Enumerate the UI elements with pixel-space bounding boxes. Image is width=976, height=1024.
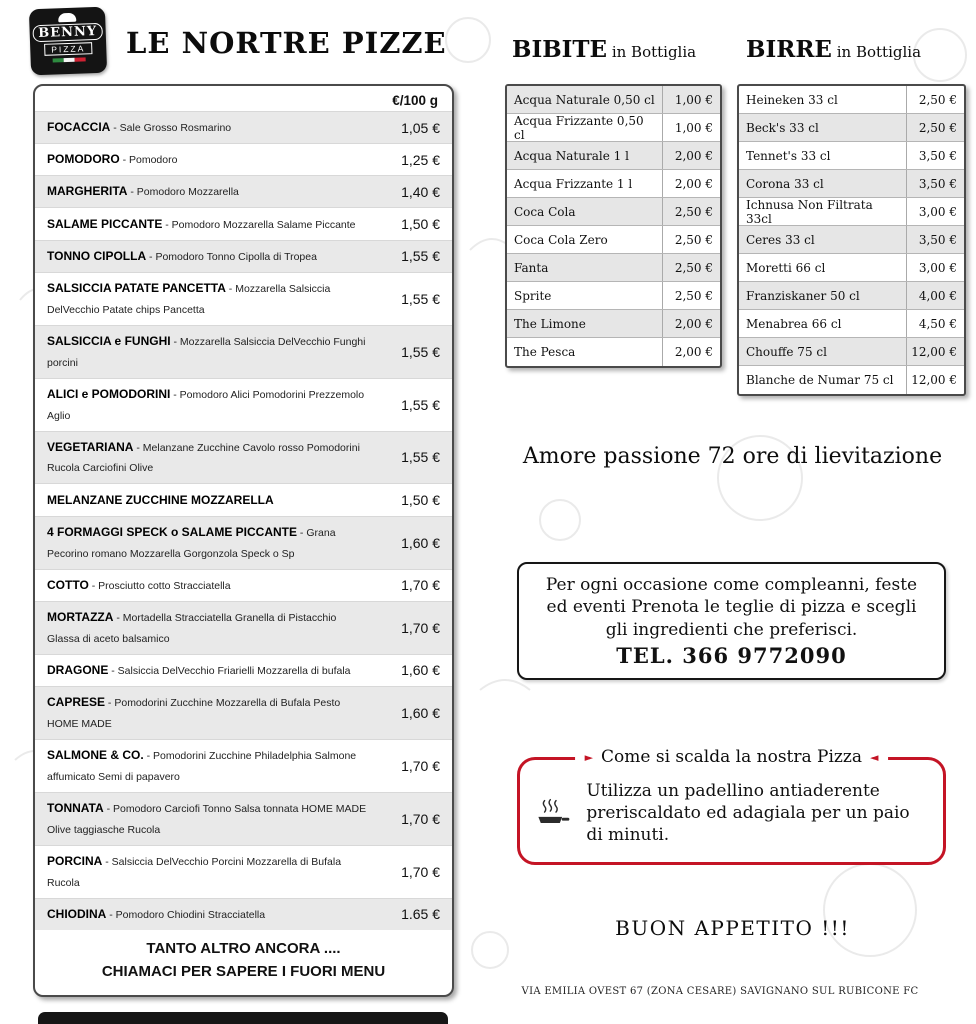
pizza-row: [35, 111, 452, 143]
drink-name: Coca Cola: [514, 204, 576, 219]
bibite-table: [505, 84, 722, 368]
drink-row: [739, 114, 964, 142]
pizza-name-desc: [47, 214, 376, 235]
benny-pizza-logo: [29, 7, 107, 76]
pizza-list: [35, 111, 452, 930]
pizza-name-desc: [47, 607, 376, 649]
pizza-price: 1,70 €: [401, 619, 440, 636]
pizza-desc: - Mozzarella Salsiccia DelVecchio Patate chips Pancetta: [47, 282, 331, 316]
pizza-price: 1,60 €: [401, 704, 440, 721]
pizza-row: [35, 143, 452, 175]
pizza-desc: - Mozzarella Salsiccia DelVecchio Funghi porcini: [47, 335, 366, 369]
next-page-edge-bar: [38, 1012, 448, 1024]
pizza-price: 1,70 €: [401, 863, 440, 880]
drink-row: [507, 170, 720, 198]
pizza-name-desc: [47, 745, 376, 787]
pizza-desc: - Pomodoro Carciofi Tonno Salsa tonnata HOME MADE Olive taggiasche Rucola: [47, 802, 367, 836]
pizza-price: 1,70 €: [401, 810, 440, 827]
pizza-desc: - Pomodoro Chiodini Stracciatella: [106, 908, 266, 921]
drink-price: 3,00 €: [906, 198, 964, 225]
pizza-row: [35, 175, 452, 207]
drink-name: The Limone: [514, 316, 586, 331]
bibite-title: BIBITE: [512, 36, 608, 63]
drink-name: Chouffe 75 cl: [746, 344, 827, 359]
drink-price: 3,50 €: [906, 142, 964, 169]
pizza-name-desc: [47, 437, 376, 479]
pizza-name-desc: [47, 149, 376, 170]
pizza-name-desc: [47, 181, 376, 202]
drink-row: [739, 86, 964, 114]
pizza-name-desc: [47, 851, 376, 893]
pizza-desc: - Pomodoro Mozzarella: [127, 186, 239, 199]
pizza-name-desc: [47, 117, 376, 138]
drink-name: Tennet's 33 cl: [746, 148, 831, 163]
pizza-desc: - Pomodoro Tonno Cipolla di Tropea: [146, 250, 317, 263]
pizza-row: [35, 792, 452, 845]
tagline: Amore passione 72 ore di lievitazione: [522, 444, 943, 469]
drink-row: [507, 86, 720, 114]
drink-name: Acqua Naturale 1 l: [514, 148, 629, 163]
drink-price: 2,50 €: [906, 114, 964, 141]
bibite-subtitle: in Bottiglia: [607, 43, 697, 61]
drink-name: Menabrea 66 cl: [746, 316, 842, 331]
arrow-right-icon: ►: [584, 750, 594, 764]
drink-price: 4,00 €: [906, 282, 964, 309]
pizza-row: [35, 325, 452, 378]
drink-price: 1,00 €: [662, 114, 720, 141]
pizza-row: [35, 431, 452, 484]
pizza-price: 1,55 €: [401, 290, 440, 307]
page-title: LE NORTRE PIZZE: [126, 26, 447, 60]
heat-instructions-box: [517, 747, 946, 865]
pizza-name-desc: [47, 384, 376, 426]
pizza-name-desc: [47, 522, 376, 564]
italian-flag-icon: [52, 57, 85, 62]
pizza-name-desc: [47, 660, 376, 681]
birre-heading: [746, 36, 921, 63]
pizza-price: 1,40 €: [401, 183, 440, 200]
pizza-price: 1,60 €: [401, 662, 440, 679]
address-text: VIA EMILIA OVEST 67 (ZONA CESARE) SAVIGNANO SUL RUBICONE FC: [521, 986, 919, 997]
drink-price: 2,00 €: [662, 310, 720, 337]
pizza-desc: - Pomodoro Mozzarella Salame Piccante: [162, 218, 356, 231]
drink-name: Acqua Frizzante 1 l: [514, 176, 633, 191]
pizza-name: SALSICCIA PATATE PANCETTA: [47, 280, 226, 295]
pizza-price: 1.65 €: [401, 906, 440, 923]
pizza-row: [35, 654, 452, 686]
pizza-desc: - Grana Pecorino romano Mozzarella Gorgonzola Speck o Sp: [47, 526, 336, 560]
drink-price: 2,00 €: [662, 338, 720, 366]
pizza-price: 1,25 €: [401, 151, 440, 168]
drink-name: Fanta: [514, 260, 549, 275]
drink-row: [739, 366, 964, 394]
drink-row: [739, 254, 964, 282]
pizza-row: [35, 378, 452, 431]
pizza-desc: - Pomodoro: [119, 154, 178, 167]
drink-row: [739, 198, 964, 226]
arrow-left-icon: ◄: [869, 750, 879, 764]
pizza-name-desc: [47, 575, 376, 596]
pizza-price: 1,50 €: [401, 215, 440, 232]
pizza-desc: - Melanzane Zucchine Cavolo rosso Pomodorini Rucola Carciofini Olive: [47, 441, 360, 475]
drink-row: [507, 282, 720, 310]
pizza-name: SALSICCIA e FUNGHI: [47, 333, 171, 348]
promo-box: [517, 562, 946, 680]
drink-price: 12,00 €: [906, 338, 964, 365]
drink-row: [739, 310, 964, 338]
pizza-price: 1,60 €: [401, 534, 440, 551]
bibite-heading: [512, 36, 696, 63]
drink-row: [739, 142, 964, 170]
pizza-name: SALMONE & CO.: [47, 747, 144, 762]
pizza-name-desc: [47, 278, 376, 320]
birre-title: BIRRE: [746, 36, 832, 63]
pizza-price: 1,55 €: [401, 449, 440, 466]
pizza-menu-card: [33, 84, 454, 997]
pizza-desc: - Prosciutto cotto Stracciatella: [88, 579, 231, 592]
footer-line-2: CHIAMACI PER SAPERE I FUORI MENU: [101, 962, 386, 980]
drink-row: [507, 310, 720, 338]
birre-subtitle: in Bottiglia: [831, 43, 922, 61]
pizza-price: 1,55 €: [401, 396, 440, 413]
price-unit-header: €/100 g: [392, 93, 438, 108]
drink-row: [739, 226, 964, 254]
drink-price: 3,50 €: [906, 226, 964, 253]
footer-line-1: TANTO ALTRO ANCORA ....: [146, 939, 341, 957]
pizza-name: SALAME PICCANTE: [47, 216, 163, 231]
pizza-name-desc: [47, 331, 376, 373]
drink-name: Heineken 33 cl: [746, 92, 838, 107]
pizza-row: [35, 686, 452, 739]
pizza-price: 1,50 €: [401, 492, 440, 509]
logo-brand-text: BENNY: [32, 23, 104, 42]
frying-pan-steam-icon: [536, 783, 570, 843]
drink-price: 3,50 €: [906, 170, 964, 197]
pizza-desc: - Pomodoro Alici Pomodorini Prezzemolo Aglio: [47, 388, 365, 422]
drink-row: [507, 338, 720, 366]
promo-phone: TEL. 366 9772090: [616, 643, 847, 669]
drink-price: 2,50 €: [662, 198, 720, 225]
drink-name: Acqua Frizzante 0,50 cl: [514, 113, 644, 142]
heat-instructions-text: Utilizza un padellino antiaderente preriscaldato ed adagiala per un paio di minuti.: [586, 780, 910, 846]
pizza-desc: - Sale Grosso Rosmarino: [110, 122, 232, 135]
pizza-price: 1,70 €: [401, 577, 440, 594]
pizza-name: FOCACCIA: [47, 120, 111, 135]
drink-name: Beck's 33 cl: [746, 120, 819, 135]
chef-icon: [58, 13, 76, 23]
drink-name: Coca Cola Zero: [514, 232, 608, 247]
pizza-name: MARGHERITA: [47, 184, 128, 199]
pizza-name-desc: [47, 246, 376, 267]
pizza-row: [35, 898, 452, 930]
drink-price: 12,00 €: [906, 366, 964, 394]
drink-name: Corona 33 cl: [746, 176, 824, 191]
drink-row: [507, 198, 720, 226]
pizza-name-desc: [47, 798, 376, 840]
pizza-name-desc: [47, 692, 376, 734]
logo-word-text: PIZZA: [44, 42, 92, 56]
drink-price: 2,00 €: [662, 170, 720, 197]
pizza-row: [35, 739, 452, 792]
drink-name: Ichnusa Non Filtrata 33cl: [746, 197, 873, 226]
drink-name: Blanche de Numar 75 cl: [746, 373, 894, 387]
drink-price: 1,00 €: [662, 86, 720, 113]
drink-price: 2,50 €: [906, 86, 964, 113]
drink-name: Ceres 33 cl: [746, 232, 815, 247]
pizza-name: CHIODINA: [47, 906, 107, 921]
pizza-row: [35, 272, 452, 325]
heat-label-text: Come si scalda la nostra Pizza: [601, 747, 862, 767]
drink-row: [507, 226, 720, 254]
pizza-name-desc: [47, 490, 376, 511]
pizza-name: POMODORO: [47, 152, 120, 167]
pizza-name: COTTO: [47, 577, 89, 592]
pizza-row: [35, 516, 452, 569]
pizza-name: TONNATA: [47, 800, 104, 815]
pizza-name: CAPRESE: [47, 694, 106, 709]
drink-row: [507, 254, 720, 282]
drink-name: Franziskaner 50 cl: [746, 288, 860, 303]
pizza-desc: - Mortadella Stracciatella Granella di Pistacchio Glassa di aceto balsamico: [47, 611, 337, 645]
drink-row: [739, 282, 964, 310]
drink-name: Acqua Naturale 0,50 cl: [514, 92, 655, 107]
buon-appetito-text: BUON APPETITO !!!: [615, 916, 850, 940]
pizza-name: MELANZANE ZUCCHINE MOZZARELLA: [47, 492, 274, 507]
heat-box-label: [575, 747, 889, 767]
promo-text: Per ogni occasione come compleanni, feste ed eventi Prenota le teglie di pizza e scegli gli ingredienti che preferisci.: [545, 575, 918, 640]
pizza-desc: - Salsiccia DelVecchio Porcini Mozzarella di Bufala Rucola: [47, 855, 342, 889]
pizza-name: VEGETARIANA: [47, 439, 134, 454]
drink-row: [507, 142, 720, 170]
pizza-name: DRAGONE: [47, 662, 109, 677]
birre-table: [737, 84, 966, 396]
pizza-price: 1,70 €: [401, 757, 440, 774]
pizza-row: [35, 207, 452, 239]
drink-row: [739, 170, 964, 198]
pizza-desc: - Pomodorini Zucchine Mozzarella di Bufala Pesto HOME MADE: [47, 696, 341, 730]
pizza-row: [35, 483, 452, 515]
pizza-row: [35, 240, 452, 272]
pizza-card-footer: [35, 930, 452, 996]
drink-price: 3,00 €: [906, 254, 964, 281]
drink-price: 4,50 €: [906, 310, 964, 337]
pizza-row: [35, 601, 452, 654]
pizza-name: PORCINA: [47, 853, 103, 868]
drink-row: [739, 338, 964, 366]
pizza-name: TONNO CIPOLLA: [47, 248, 147, 263]
pizza-name: ALICI e POMODORINI: [47, 386, 171, 401]
drink-row: [507, 114, 720, 142]
pizza-name-desc: [47, 904, 376, 925]
pizza-row: [35, 569, 452, 601]
pizza-name: MORTAZZA: [47, 609, 114, 624]
pizza-price: 1,05 €: [401, 119, 440, 136]
pizza-desc: - Pomodorini Zucchine Philadelphia Salmone affumicato Semi di papavero: [47, 749, 357, 783]
drink-price: 2,00 €: [662, 142, 720, 169]
drink-price: 2,50 €: [662, 254, 720, 281]
drink-price: 2,50 €: [662, 226, 720, 253]
pizza-name: 4 FORMAGGI SPECK o SALAME PICCANTE: [47, 524, 298, 539]
drink-name: Moretti 66 cl: [746, 260, 826, 275]
pizza-price: 1,55 €: [401, 343, 440, 360]
pizza-desc: - Salsiccia DelVecchio Friarielli Mozzarella di bufala: [108, 664, 351, 677]
drink-name: The Pesca: [514, 345, 576, 359]
drink-price: 2,50 €: [662, 282, 720, 309]
pizza-price: 1,55 €: [401, 248, 440, 265]
pizza-row: [35, 845, 452, 898]
drink-name: Sprite: [514, 288, 552, 303]
